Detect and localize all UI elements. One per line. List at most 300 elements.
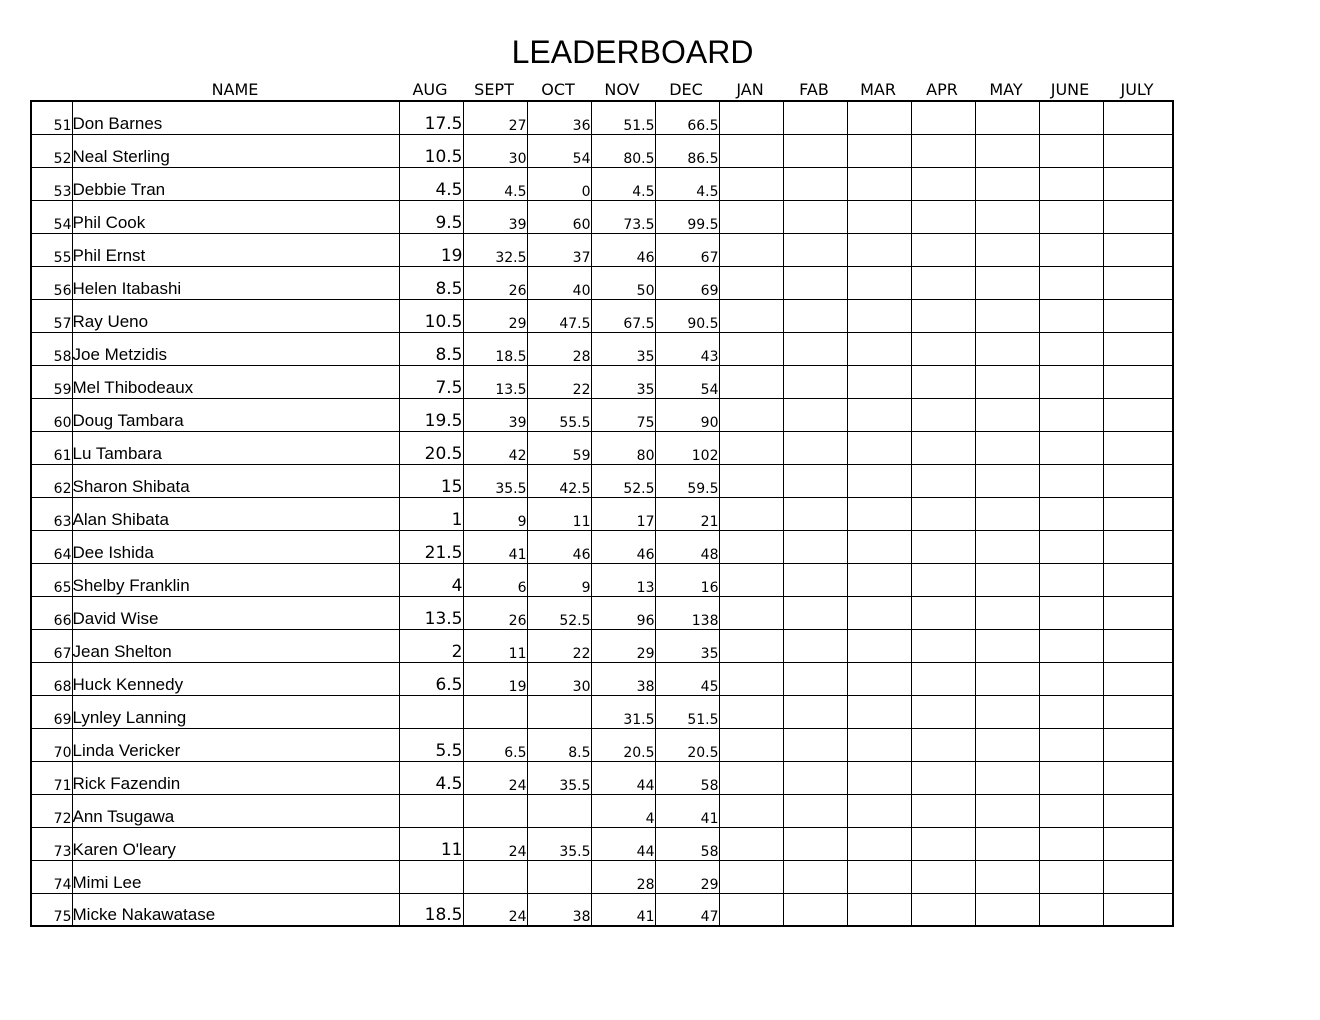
score-nov: 80.5 [591, 134, 655, 167]
score-nov: 75 [591, 398, 655, 431]
score-dec: 90.5 [655, 299, 719, 332]
empty-month-cell [1103, 299, 1173, 332]
score-sept: 24 [463, 893, 527, 926]
header-oct: OCT [541, 80, 575, 99]
empty-month-cell [975, 596, 1039, 629]
empty-month-cell [783, 563, 847, 596]
score-sept: 30 [463, 134, 527, 167]
score-aug: 10.5 [399, 134, 463, 167]
score-sept: 32.5 [463, 233, 527, 266]
score-oct: 35.5 [527, 761, 591, 794]
empty-month-cell [911, 398, 975, 431]
empty-month-cell [975, 398, 1039, 431]
score-nov: 31.5 [591, 695, 655, 728]
empty-month-cell [911, 266, 975, 299]
empty-month-cell [1039, 167, 1103, 200]
empty-month-cell [1039, 596, 1103, 629]
empty-month-cell [1103, 728, 1173, 761]
empty-month-cell [1039, 101, 1103, 134]
score-nov: 96 [591, 596, 655, 629]
table-row [31, 233, 1173, 266]
empty-month-cell [719, 530, 783, 563]
empty-month-cell [1039, 728, 1103, 761]
score-dec: 58 [655, 827, 719, 860]
table-row [31, 431, 1173, 464]
score-oct: 36 [527, 101, 591, 134]
empty-month-cell [911, 596, 975, 629]
score-nov: 44 [591, 761, 655, 794]
score-aug: 15 [399, 464, 463, 497]
score-aug [399, 695, 463, 728]
empty-month-cell [1103, 530, 1173, 563]
empty-month-cell [719, 398, 783, 431]
empty-month-cell [1103, 332, 1173, 365]
empty-month-cell [975, 167, 1039, 200]
score-dec: 99.5 [655, 200, 719, 233]
player-name: Shelby Franklin [72, 563, 399, 596]
empty-month-cell [975, 563, 1039, 596]
empty-month-cell [783, 794, 847, 827]
score-dec: 47 [655, 893, 719, 926]
row-number: 63 [31, 497, 72, 530]
score-aug: 21.5 [399, 530, 463, 563]
empty-month-cell [847, 860, 911, 893]
empty-month-cell [783, 464, 847, 497]
row-number: 66 [31, 596, 72, 629]
score-nov: 35 [591, 332, 655, 365]
score-nov: 13 [591, 563, 655, 596]
empty-month-cell [975, 761, 1039, 794]
empty-month-cell [847, 563, 911, 596]
empty-month-cell [1039, 530, 1103, 563]
empty-month-cell [1103, 266, 1173, 299]
score-oct: 52.5 [527, 596, 591, 629]
header-may: MAY [989, 80, 1023, 99]
empty-month-cell [1103, 860, 1173, 893]
score-sept: 6 [463, 563, 527, 596]
empty-month-cell [783, 827, 847, 860]
score-aug: 4.5 [399, 167, 463, 200]
leaderboard-table [30, 100, 1174, 927]
score-nov: 38 [591, 662, 655, 695]
empty-month-cell [847, 530, 911, 563]
score-dec: 66.5 [655, 101, 719, 134]
score-sept: 6.5 [463, 728, 527, 761]
score-oct: 60 [527, 200, 591, 233]
empty-month-cell [1103, 794, 1173, 827]
score-oct [527, 860, 591, 893]
empty-month-cell [783, 629, 847, 662]
empty-month-cell [783, 398, 847, 431]
empty-month-cell [719, 464, 783, 497]
empty-month-cell [847, 299, 911, 332]
empty-month-cell [1103, 893, 1173, 926]
empty-month-cell [1103, 827, 1173, 860]
player-name: Sharon Shibata [72, 464, 399, 497]
score-dec: 69 [655, 266, 719, 299]
score-dec: 29 [655, 860, 719, 893]
score-aug: 20.5 [399, 431, 463, 464]
score-nov: 50 [591, 266, 655, 299]
header-fab: FAB [799, 80, 829, 99]
row-number: 75 [31, 893, 72, 926]
score-sept: 11 [463, 629, 527, 662]
score-oct: 55.5 [527, 398, 591, 431]
empty-month-cell [975, 332, 1039, 365]
empty-month-cell [1103, 398, 1173, 431]
score-dec: 59.5 [655, 464, 719, 497]
empty-month-cell [783, 233, 847, 266]
score-aug: 8.5 [399, 266, 463, 299]
empty-month-cell [847, 101, 911, 134]
row-number: 72 [31, 794, 72, 827]
empty-month-cell [911, 629, 975, 662]
empty-month-cell [911, 332, 975, 365]
empty-month-cell [911, 167, 975, 200]
score-dec: 48 [655, 530, 719, 563]
score-sept: 42 [463, 431, 527, 464]
empty-month-cell [847, 200, 911, 233]
table-row [31, 893, 1173, 926]
score-sept: 35.5 [463, 464, 527, 497]
empty-month-cell [719, 827, 783, 860]
score-dec: 54 [655, 365, 719, 398]
table-row [31, 101, 1173, 134]
empty-month-cell [719, 134, 783, 167]
score-oct: 35.5 [527, 827, 591, 860]
empty-month-cell [847, 134, 911, 167]
empty-month-cell [911, 497, 975, 530]
row-number: 54 [31, 200, 72, 233]
score-nov: 80 [591, 431, 655, 464]
score-dec: 20.5 [655, 728, 719, 761]
player-name: Linda Vericker [72, 728, 399, 761]
empty-month-cell [1103, 101, 1173, 134]
empty-month-cell [975, 200, 1039, 233]
empty-month-cell [847, 398, 911, 431]
player-name: Jean Shelton [72, 629, 399, 662]
header-sept: SEPT [474, 80, 514, 99]
empty-month-cell [911, 893, 975, 926]
empty-month-cell [719, 596, 783, 629]
score-oct: 40 [527, 266, 591, 299]
score-oct: 54 [527, 134, 591, 167]
empty-month-cell [847, 596, 911, 629]
score-dec: 90 [655, 398, 719, 431]
player-name: Debbie Tran [72, 167, 399, 200]
empty-month-cell [783, 332, 847, 365]
empty-month-cell [911, 431, 975, 464]
score-sept [463, 794, 527, 827]
empty-month-cell [1103, 365, 1173, 398]
score-oct: 9 [527, 563, 591, 596]
empty-month-cell [783, 893, 847, 926]
player-name: Lu Tambara [72, 431, 399, 464]
player-name: Phil Ernst [72, 233, 399, 266]
empty-month-cell [719, 662, 783, 695]
empty-month-cell [1103, 662, 1173, 695]
empty-month-cell [911, 299, 975, 332]
table-row [31, 728, 1173, 761]
score-sept: 24 [463, 827, 527, 860]
header-mar: MAR [860, 80, 896, 99]
score-sept: 26 [463, 596, 527, 629]
empty-month-cell [719, 299, 783, 332]
score-aug: 13.5 [399, 596, 463, 629]
score-oct: 11 [527, 497, 591, 530]
empty-month-cell [847, 827, 911, 860]
row-number: 52 [31, 134, 72, 167]
score-dec: 67 [655, 233, 719, 266]
empty-month-cell [847, 266, 911, 299]
score-sept: 9 [463, 497, 527, 530]
empty-month-cell [1103, 200, 1173, 233]
empty-month-cell [719, 860, 783, 893]
row-number: 73 [31, 827, 72, 860]
score-dec: 138 [655, 596, 719, 629]
row-number: 74 [31, 860, 72, 893]
row-number: 65 [31, 563, 72, 596]
player-name: Don Barnes [72, 101, 399, 134]
score-sept: 29 [463, 299, 527, 332]
row-number: 67 [31, 629, 72, 662]
empty-month-cell [975, 827, 1039, 860]
row-number: 60 [31, 398, 72, 431]
score-nov: 51.5 [591, 101, 655, 134]
empty-month-cell [975, 266, 1039, 299]
empty-month-cell [1103, 695, 1173, 728]
player-name: David Wise [72, 596, 399, 629]
score-oct: 47.5 [527, 299, 591, 332]
player-name: Lynley Lanning [72, 695, 399, 728]
empty-month-cell [783, 266, 847, 299]
score-dec: 35 [655, 629, 719, 662]
empty-month-cell [975, 497, 1039, 530]
empty-month-cell [719, 563, 783, 596]
empty-month-cell [783, 728, 847, 761]
empty-month-cell [847, 893, 911, 926]
score-sept: 19 [463, 662, 527, 695]
row-number: 70 [31, 728, 72, 761]
score-sept: 24 [463, 761, 527, 794]
empty-month-cell [975, 794, 1039, 827]
empty-month-cell [1039, 629, 1103, 662]
table-row [31, 596, 1173, 629]
score-dec: 51.5 [655, 695, 719, 728]
empty-month-cell [719, 365, 783, 398]
empty-month-cell [1039, 761, 1103, 794]
score-nov: 28 [591, 860, 655, 893]
empty-month-cell [975, 530, 1039, 563]
empty-month-cell [1039, 200, 1103, 233]
empty-month-cell [1103, 596, 1173, 629]
header-nov: NOV [604, 80, 640, 99]
empty-month-cell [911, 662, 975, 695]
empty-month-cell [847, 695, 911, 728]
player-name: Micke Nakawatase [72, 893, 399, 926]
empty-month-cell [911, 860, 975, 893]
empty-month-cell [975, 629, 1039, 662]
player-name: Rick Fazendin [72, 761, 399, 794]
header-jan: JAN [736, 80, 764, 99]
player-name: Ray Ueno [72, 299, 399, 332]
empty-month-cell [1039, 662, 1103, 695]
empty-month-cell [783, 530, 847, 563]
row-number: 57 [31, 299, 72, 332]
score-nov: 29 [591, 629, 655, 662]
empty-month-cell [1103, 464, 1173, 497]
empty-month-cell [783, 101, 847, 134]
player-name: Dee Ishida [72, 530, 399, 563]
score-sept: 41 [463, 530, 527, 563]
empty-month-cell [911, 728, 975, 761]
table-row [31, 530, 1173, 563]
player-name: Joe Metzidis [72, 332, 399, 365]
empty-month-cell [975, 365, 1039, 398]
empty-month-cell [719, 497, 783, 530]
header-aug: AUG [412, 80, 448, 99]
empty-month-cell [719, 167, 783, 200]
empty-month-cell [783, 134, 847, 167]
empty-month-cell [911, 794, 975, 827]
empty-month-cell [1039, 860, 1103, 893]
row-number: 51 [31, 101, 72, 134]
empty-month-cell [783, 695, 847, 728]
empty-month-cell [975, 299, 1039, 332]
empty-month-cell [1039, 431, 1103, 464]
empty-month-cell [1103, 629, 1173, 662]
table-row [31, 464, 1173, 497]
score-nov: 67.5 [591, 299, 655, 332]
empty-month-cell [1039, 893, 1103, 926]
score-aug: 17.5 [399, 101, 463, 134]
row-number: 53 [31, 167, 72, 200]
table-row [31, 860, 1173, 893]
table-row [31, 266, 1173, 299]
score-aug [399, 794, 463, 827]
empty-month-cell [1039, 464, 1103, 497]
empty-month-cell [975, 662, 1039, 695]
row-number: 56 [31, 266, 72, 299]
score-nov: 41 [591, 893, 655, 926]
empty-month-cell [1103, 563, 1173, 596]
empty-month-cell [847, 794, 911, 827]
empty-month-cell [1039, 266, 1103, 299]
player-name: Ann Tsugawa [72, 794, 399, 827]
row-number: 59 [31, 365, 72, 398]
player-name: Karen O'leary [72, 827, 399, 860]
empty-month-cell [719, 266, 783, 299]
score-sept: 13.5 [463, 365, 527, 398]
empty-month-cell [911, 563, 975, 596]
score-sept: 18.5 [463, 332, 527, 365]
empty-month-cell [911, 464, 975, 497]
score-nov: 4.5 [591, 167, 655, 200]
table-row [31, 332, 1173, 365]
empty-month-cell [911, 827, 975, 860]
empty-month-cell [911, 200, 975, 233]
table-row [31, 200, 1173, 233]
score-aug: 11 [399, 827, 463, 860]
player-name: Mel Thibodeaux [72, 365, 399, 398]
score-oct: 22 [527, 365, 591, 398]
player-name: Helen Itabashi [72, 266, 399, 299]
score-oct: 8.5 [527, 728, 591, 761]
row-number: 64 [31, 530, 72, 563]
score-sept: 39 [463, 200, 527, 233]
score-nov: 46 [591, 233, 655, 266]
empty-month-cell [847, 662, 911, 695]
score-dec: 43 [655, 332, 719, 365]
empty-month-cell [911, 134, 975, 167]
score-aug: 2 [399, 629, 463, 662]
empty-month-cell [847, 497, 911, 530]
score-oct [527, 695, 591, 728]
empty-month-cell [847, 761, 911, 794]
empty-month-cell [847, 629, 911, 662]
score-aug: 18.5 [399, 893, 463, 926]
score-nov: 20.5 [591, 728, 655, 761]
player-name: Mimi Lee [72, 860, 399, 893]
empty-month-cell [1103, 497, 1173, 530]
score-oct: 22 [527, 629, 591, 662]
player-name: Alan Shibata [72, 497, 399, 530]
empty-month-cell [911, 530, 975, 563]
score-dec: 86.5 [655, 134, 719, 167]
empty-month-cell [719, 629, 783, 662]
score-dec: 41 [655, 794, 719, 827]
empty-month-cell [975, 464, 1039, 497]
empty-month-cell [975, 233, 1039, 266]
score-aug: 4 [399, 563, 463, 596]
empty-month-cell [719, 728, 783, 761]
player-name: Neal Sterling [72, 134, 399, 167]
table-row [31, 167, 1173, 200]
empty-month-cell [1039, 332, 1103, 365]
table-row [31, 497, 1173, 530]
empty-month-cell [911, 101, 975, 134]
empty-month-cell [847, 431, 911, 464]
header-dec: DEC [669, 80, 703, 99]
empty-month-cell [1103, 233, 1173, 266]
empty-month-cell [1039, 695, 1103, 728]
table-row [31, 662, 1173, 695]
empty-month-cell [1039, 398, 1103, 431]
empty-month-cell [719, 695, 783, 728]
empty-month-cell [719, 761, 783, 794]
score-oct: 38 [527, 893, 591, 926]
score-dec: 16 [655, 563, 719, 596]
score-aug: 7.5 [399, 365, 463, 398]
empty-month-cell [719, 332, 783, 365]
score-aug: 19.5 [399, 398, 463, 431]
score-sept: 39 [463, 398, 527, 431]
score-sept: 26 [463, 266, 527, 299]
score-dec: 45 [655, 662, 719, 695]
score-nov: 46 [591, 530, 655, 563]
score-aug: 19 [399, 233, 463, 266]
score-nov: 52.5 [591, 464, 655, 497]
score-oct: 42.5 [527, 464, 591, 497]
score-oct: 0 [527, 167, 591, 200]
empty-month-cell [719, 893, 783, 926]
empty-month-cell [783, 596, 847, 629]
row-number: 71 [31, 761, 72, 794]
score-nov: 17 [591, 497, 655, 530]
score-nov: 73.5 [591, 200, 655, 233]
table-row [31, 794, 1173, 827]
empty-month-cell [1039, 134, 1103, 167]
